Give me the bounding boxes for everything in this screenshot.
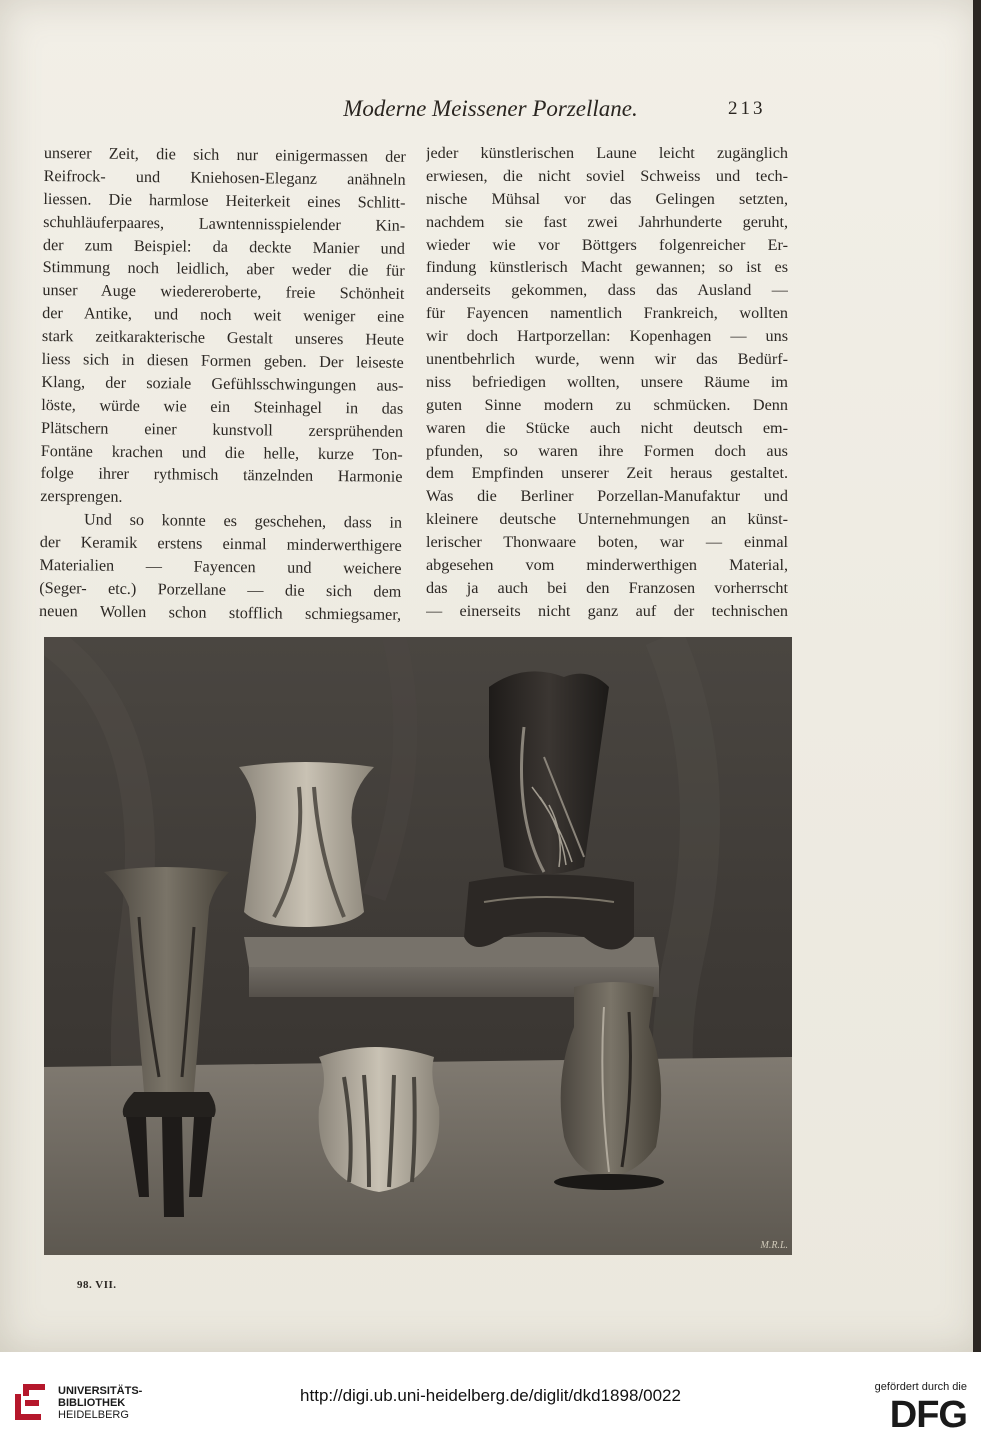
text-line: löste, würde wie ein Steinhagel in das (41, 395, 404, 418)
text-line: (Seger- etc.) Porzellane — die sich dem (39, 578, 402, 601)
text-line: liess sich in diesen Formen geben. Der leiseste (41, 350, 404, 372)
text-line: Fontäne krachen und die helle, kurze Ton- (40, 441, 403, 464)
text-line: anderseits gekommen, dass das Ausland — (426, 281, 788, 300)
library-line-2: BIBLIOTHEK (58, 1397, 126, 1409)
running-title: Moderne Meissener Porzellane. (343, 96, 638, 121)
text-line: waren die Stücke auch nicht deutsch em- (426, 418, 788, 437)
text-line: dem Empfinden unserer Zeit heraus gestaltet. (426, 464, 788, 483)
text-line: folge ihrer rythmisch tänzelnden Harmonie (40, 464, 403, 487)
text-line: findung künstlerisch Macht gewannen; so ist es (426, 258, 788, 277)
text-line: — einerseits nicht ganz auf der technischen (426, 601, 788, 620)
right-text-column (426, 142, 788, 623)
text-line: wieder wie vor Böttgers folgenreicher Er- (426, 235, 788, 254)
text-line: kleinere deutsche Unternehmungen an künst- (426, 510, 788, 529)
page-number: 213 (728, 98, 766, 119)
text-line: der Antike, und noch weit weniger eine (42, 304, 405, 327)
text-line: stark zeitkarakterische Gestalt unseres Heute (41, 327, 405, 349)
library-line-1: UNIVERSITÄTS- (58, 1385, 143, 1397)
library-line-3: HEIDELBERG (58, 1409, 129, 1421)
left-text-column (39, 142, 406, 626)
text-line: für Fayencen namentlich Frankreich, wollten (426, 304, 788, 323)
text-line: unserer Zeit, die sich nur einigermassen der (43, 143, 406, 166)
text-line: neuen Wollen schon stofflich schmiegsamer, (38, 601, 402, 624)
text-line: zersprengen. (40, 487, 123, 507)
text-line: erwiesen, die nicht soviel Schweiss und tech- (426, 166, 788, 185)
text-line: Reifrock- und Kniehosen-Eleganz anähneln (43, 166, 406, 189)
text-line: nische Mühsal vor das Gelingen setzten, (426, 189, 788, 208)
text-line: jeder künstlerischen Laune leicht zugänglich (426, 144, 788, 162)
vase-photo-illustration (44, 637, 792, 1255)
text-line: Was die Berliner Porzellan-Manufaktur und (426, 487, 788, 506)
funded-by-text: gefördert durch die (874, 1381, 967, 1393)
text-line: nachdem sie fast zwei Jahrhunderte geruht, (426, 212, 788, 231)
text-line: lerischer Thonwaare boten, war — einmal (426, 533, 788, 552)
photographer-signature: M.R.L. (760, 1240, 788, 1251)
text-line: guten Sinne modern zu schmücken. Denn (426, 395, 788, 414)
text-line: der Keramik erstens einmal minderwerthigere (39, 533, 402, 555)
text-line: unentbehrlich wurde, wenn wir das Bedürf- (426, 350, 788, 369)
text-line: unser Auge wiedereroberte, freie Schönheit (42, 281, 405, 304)
text-line: pfunden, so waren ihre Formen doch aus (426, 441, 788, 460)
text-line: wir doch Hartporzellan: Kopenhagen — uns (426, 327, 788, 346)
dfg-logo[interactable]: DFG (889, 1394, 967, 1436)
text-line: Klang, der soziale Gefühlsschwingungen aus- (41, 372, 404, 395)
text-line: Stimmung noch leidlich, aber weder die für (42, 258, 405, 281)
sheet-signature-mark: 98. VII. (77, 1279, 117, 1291)
permalink-url[interactable]: http://digi.ub.uni-heidelberg.de/diglit/dkd1898/0022 (300, 1386, 681, 1405)
text-line: Plätschern einer kunstvoll zersprühenden (40, 418, 404, 441)
vase-photograph (44, 637, 792, 1255)
text-line: Materialien — Fayencen und weichere (39, 556, 402, 578)
text-line: niss befriedigen wollten, unsere Räume im (426, 372, 788, 391)
text-line: der zum Beispiel: da deckte Manier und (42, 235, 406, 258)
text-line: Und so konnte es geschehen, dass in (83, 510, 403, 533)
text-line: abgesehen vom minderwerthigen Material, (426, 556, 788, 575)
text-line: liessen. Die harmlose Heiterkeit eines Schlitt- (43, 189, 406, 212)
text-line: schuhläuferpaares, Lawntennisspielender Kin- (43, 212, 406, 235)
scan-edge (973, 0, 981, 1352)
text-line: das ja auch bei den Franzosen vorherrscht (426, 578, 788, 597)
